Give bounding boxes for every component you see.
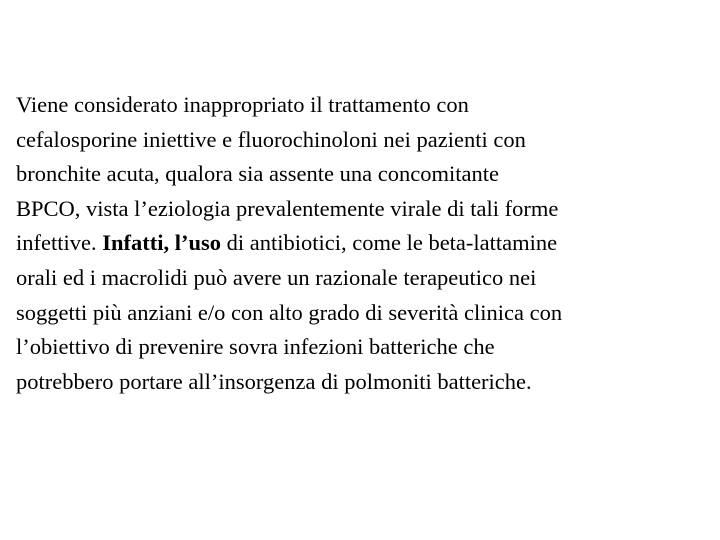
body-paragraph — [16, 88, 706, 399]
text-line-5 — [16, 226, 706, 261]
bold-emphasis: Infatti, l’uso — [102, 230, 221, 256]
text-line-1: Viene considerato inappropriato il trattamento con — [16, 92, 469, 117]
text-line-5-end: di antibiotici, come le beta-lattamine — [221, 230, 558, 256]
text-line-3: bronchite acuta, qualora sia assente una concomitante — [16, 161, 499, 187]
text-line-2: cefalosporine iniettive e fluorochinoloni nei pazienti con — [16, 126, 526, 152]
text-line-8: l’obiettivo di prevenire sovra infezioni batteriche che — [16, 334, 495, 360]
text-line-4: BPCO, vista l’eziologia prevalentemente virale di tali forme — [16, 195, 559, 221]
text-line-9: potrebbero portare all’insorgenza di polmoniti batteriche. — [16, 368, 532, 394]
text-line-7: soggetti più anziani e/o con alto grado di severità clinica con — [16, 299, 563, 325]
text-line-5-start: infettive. — [16, 230, 103, 256]
text-line-6: orali ed i macrolidi può avere un razionale terapeutico nei — [16, 264, 537, 290]
